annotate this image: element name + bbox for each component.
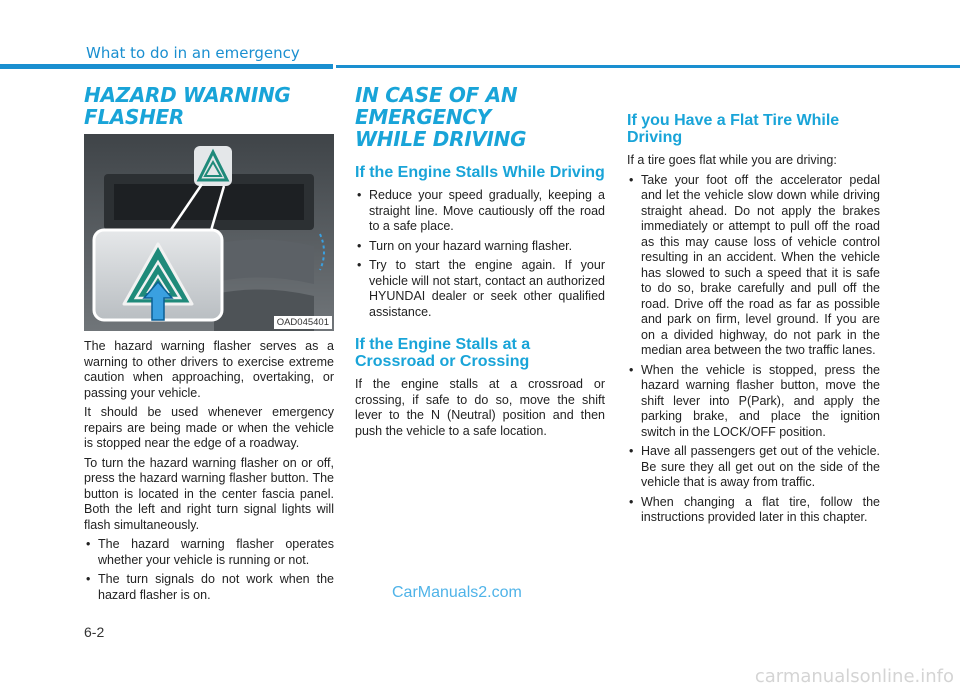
page-number: 6-2: [84, 624, 105, 640]
paragraph: It should be used whenever emergency repairs are being made or when the vehicle is stopped near the edge of a roadway.: [84, 405, 334, 450]
hazard-flasher-heading: HAZARD WARNING FLASHER: [84, 83, 291, 129]
list-item: • When changing a flat tire, follow the instructions provided later in this chapter.: [627, 495, 880, 526]
paragraph: To turn the hazard warning flasher on or off, press the hazard warning flasher button. The button is located in the center fascia panel. Both the left and right turn signal lights will flash simultaneously.: [84, 455, 334, 532]
paragraph: The hazard warning flasher serves as a warning to other drivers to exercise extreme caution when approaching, overtaking, or passing your vehicle.: [84, 339, 334, 400]
emergency-heading-line2: WHILE DRIVING: [355, 127, 527, 151]
image-code-label: OAD045401: [274, 316, 332, 329]
section-title: What to do in an emergency: [86, 44, 300, 62]
emergency-heading-line1: IN CASE OF AN EMERGENCY: [355, 83, 518, 129]
hazard-bullet-list: [84, 537, 334, 603]
list-item: • Turn on your hazard warning flasher.: [355, 239, 605, 255]
header-rule-dark: [0, 64, 333, 69]
list-item: • Try to start the engine again. If your vehicle will not start, contact an authorized HYUNDAI dealer or seek other qualified assistance.: [355, 258, 605, 320]
footer-watermark: carmanualsonline.info: [754, 666, 954, 687]
column-hazard-flasher: [84, 84, 334, 607]
list-item: • The turn signals do not work when the hazard flasher is on.: [84, 572, 334, 603]
paragraph: If the engine stalls at a crossroad or crossing, if safe to do so, move the shift lever to the N (Neutral) position and then push the vehicle to a safe location.: [355, 377, 605, 438]
paragraph: If a tire goes flat while you are driving:: [627, 153, 837, 167]
engine-stalls-bullet-list: [355, 188, 605, 320]
hazard-button-photo: [84, 134, 334, 331]
flat-tire-bullet-list: [627, 173, 880, 526]
column-flat-tire: [627, 84, 880, 530]
watermark-link[interactable]: CarManuals2.com: [392, 584, 522, 601]
list-item: • The hazard warning flasher operates whether your vehicle is running or not.: [84, 537, 334, 568]
emergency-heading: [355, 84, 605, 150]
list-item: • When the vehicle is stopped, press the hazard warning flasher button, move the shift lever into P(Park), and apply the parking brake, and place the ignition switch in the LOCK/OFF position.: [627, 363, 880, 441]
engine-stalls-crossroad-heading: If the Engine Stalls at a Crossroad or Crossing: [355, 336, 531, 370]
list-item: • Reduce your speed gradually, keeping a straight line. Move cautiously off the road to a safe place.: [355, 188, 605, 235]
column-emergency-driving: [355, 84, 605, 443]
list-item: • Take your foot off the accelerator pedal and let the vehicle slow down while driving straight ahead. Do not apply the brakes immediately or attempt to pull off the road as this may cause loss of vehicle control resulting in an accident. When the vehicle has slowed to such a speed that it is safe to do so, brake carefully and pull off the road. Drive off the road as far as possible and park on firm, level ground. If you are on a divided highway, do not park in the median area between the two traffic lanes.: [627, 173, 880, 359]
engine-stalls-driving-heading: If the Engine Stalls While Driving: [355, 164, 605, 181]
header-rule-light: [336, 65, 960, 68]
list-item: • Have all passengers get out of the vehicle. Be sure they all get out on the side of the vehicle that is away from traffic.: [627, 444, 880, 491]
flat-tire-heading: If you Have a Flat Tire While Driving: [627, 112, 840, 146]
hazard-button-illustration: [84, 134, 334, 331]
header-rule: [0, 64, 960, 69]
